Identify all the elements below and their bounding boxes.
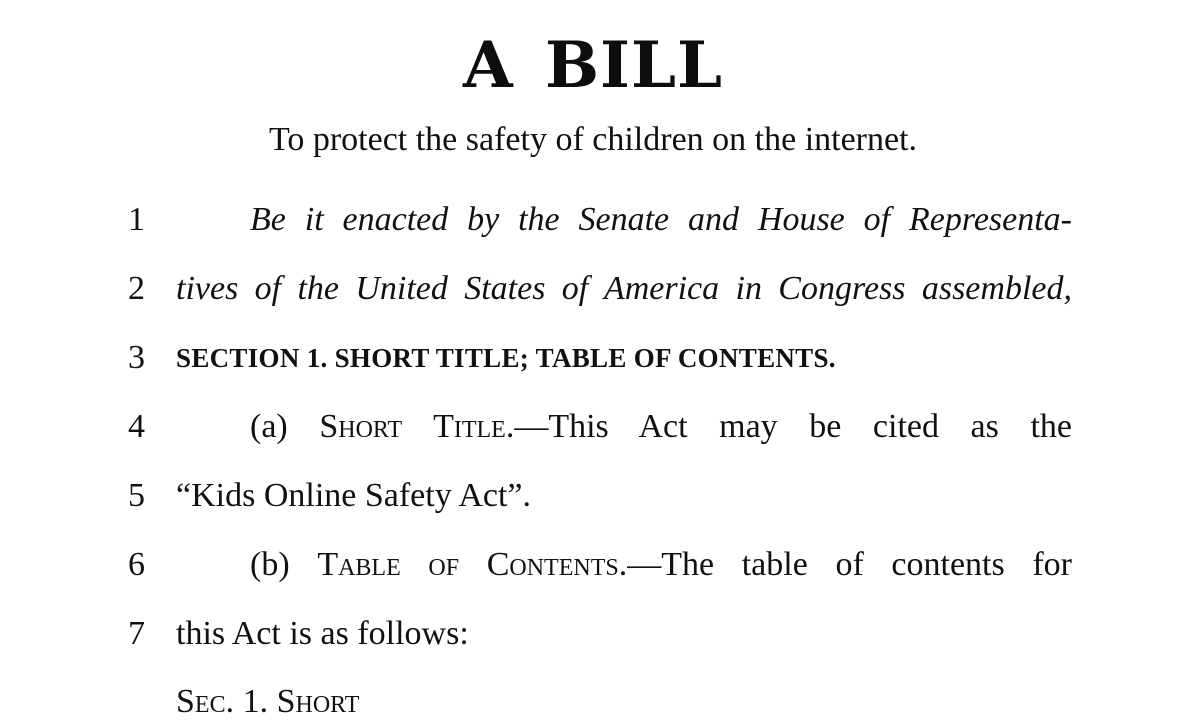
bill-line — [0, 612, 1186, 656]
short-title-text: “Kids Online Safety Act”. — [176, 477, 532, 514]
bill-line — [0, 543, 1186, 587]
line-number: 4 — [128, 408, 145, 445]
line-number: 3 — [128, 339, 145, 376]
subsection-heading: Table of Contents. — [317, 546, 628, 583]
toc-entry-partial: Sec. 1. Short — [176, 683, 360, 720]
subsection-body: —The table of contents for — [627, 546, 1072, 583]
line-number: 6 — [128, 546, 145, 583]
bill-title: A BILL — [463, 28, 723, 103]
line-number: 1 — [128, 201, 145, 238]
line-number: 5 — [128, 477, 145, 514]
bill-line — [0, 474, 1186, 518]
bill-line — [0, 405, 1186, 449]
bill-line — [0, 267, 1186, 311]
bill-purpose: To protect the safety of children on the internet. — [268, 121, 918, 158]
bill-line — [0, 198, 1186, 242]
line-number: 2 — [128, 270, 145, 307]
enacting-clause-text: tives of the United States of America in Congress assembled, — [176, 270, 1072, 307]
bill-line — [0, 336, 1186, 380]
subsection-marker: (b) — [250, 546, 290, 583]
subsection-a-text — [250, 405, 1072, 449]
subsection-heading: Short Title. — [319, 408, 515, 445]
toc-intro-text: this Act is as follows: — [176, 615, 469, 652]
subsection-body: —This Act may be cited as the — [514, 408, 1072, 445]
subsection-marker: (a) — [250, 408, 288, 445]
section-heading: SECTION 1. SHORT TITLE; TABLE OF CONTENTS. — [176, 343, 836, 373]
subsection-b-text — [250, 543, 1072, 587]
line-number: 7 — [128, 615, 145, 652]
enacting-clause-text: Be it enacted by the Senate and House of Representa- — [250, 201, 1072, 238]
